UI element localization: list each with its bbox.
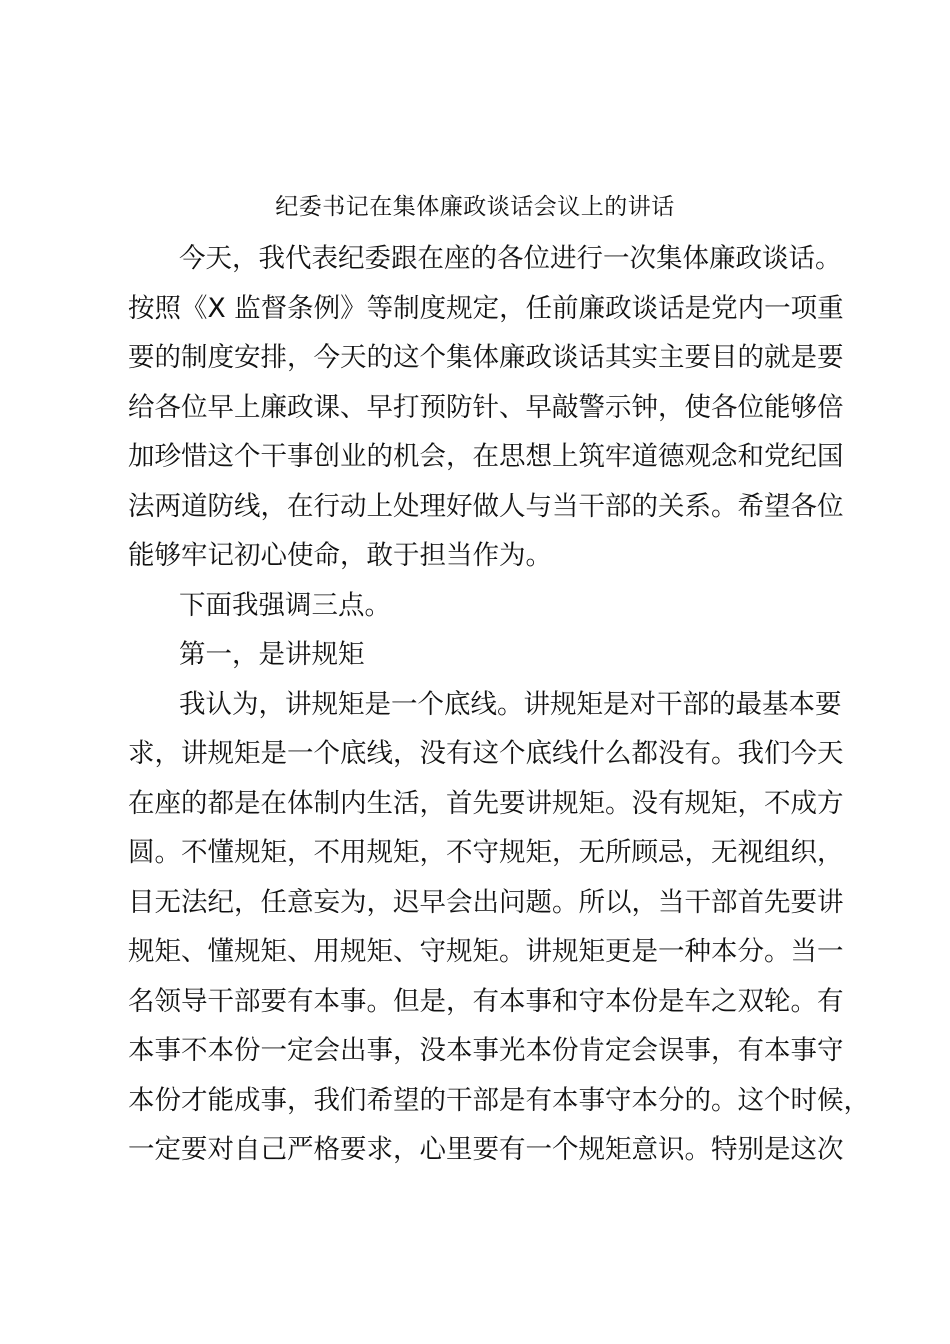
paragraph-line: 法两道防线，在行动上处理好做人与当干部的关系。希望各位 [128, 490, 844, 522]
paragraph-line: 名领导干部要有本事。但是，有本事和守本份是车之双轮。有 [128, 985, 844, 1017]
paragraph-line: 今天，我代表纪委跟在座的各位进行一次集体廉政谈话。 [179, 243, 842, 274]
paragraph-line: 一定要对自己严格要求，心里要有一个规矩意识。特别是这次 [128, 1134, 844, 1165]
paragraph-line: 目无法纪，任意妄为，迟早会出问题。所以，当干部首先要讲 [128, 886, 844, 918]
paragraph-line: 圆。不懂规矩，不用规矩，不守规矩，无所顾忌，无视组织， [128, 837, 844, 868]
paragraph-line: 本份才能成事，我们希望的干部是有本事守本分的。这个时候， [128, 1084, 870, 1116]
paragraph-line: 本事不本份一定会出事，没本事光本份肯定会误事，有本事守 [128, 1035, 844, 1066]
paragraph-line: 求，讲规矩是一个底线，没有这个底线什么都没有。我们今天 [128, 738, 844, 769]
document-body [128, 234, 870, 1175]
paragraph-line: 规矩、懂规矩、用规矩、守规矩。讲规矩更是一种本分。当一 [128, 936, 844, 967]
paragraph-line: 加珍惜这个干事创业的机会，在思想上筑牢道德观念和党纪国 [128, 441, 844, 472]
paragraph-line: 给各位早上廉政课、早打预防针、早敲警示钟，使各位能够倍 [128, 391, 844, 423]
paragraph-line: 按照《X 监督条例》等制度规定，任前廉政谈话是党内一项重 [128, 292, 844, 324]
paragraph-line: 能够牢记初心使命，敢于担当作为。 [128, 540, 552, 571]
document-title: 纪委书记在集体廉政谈话会议上的讲话 [275, 194, 675, 220]
paragraph-line: 要的制度安排，今天的这个集体廉政谈话其实主要目的就是要 [128, 342, 844, 373]
paragraph-line: 下面我强调三点。 [179, 589, 391, 621]
paragraph-line: 在座的都是在体制内生活，首先要讲规矩。没有规矩，不成方 [128, 787, 844, 819]
section-heading: 第一，是讲规矩 [179, 639, 365, 670]
paragraph-line: 我认为，讲规矩是一个底线。讲规矩是对干部的最基本要 [179, 688, 842, 720]
